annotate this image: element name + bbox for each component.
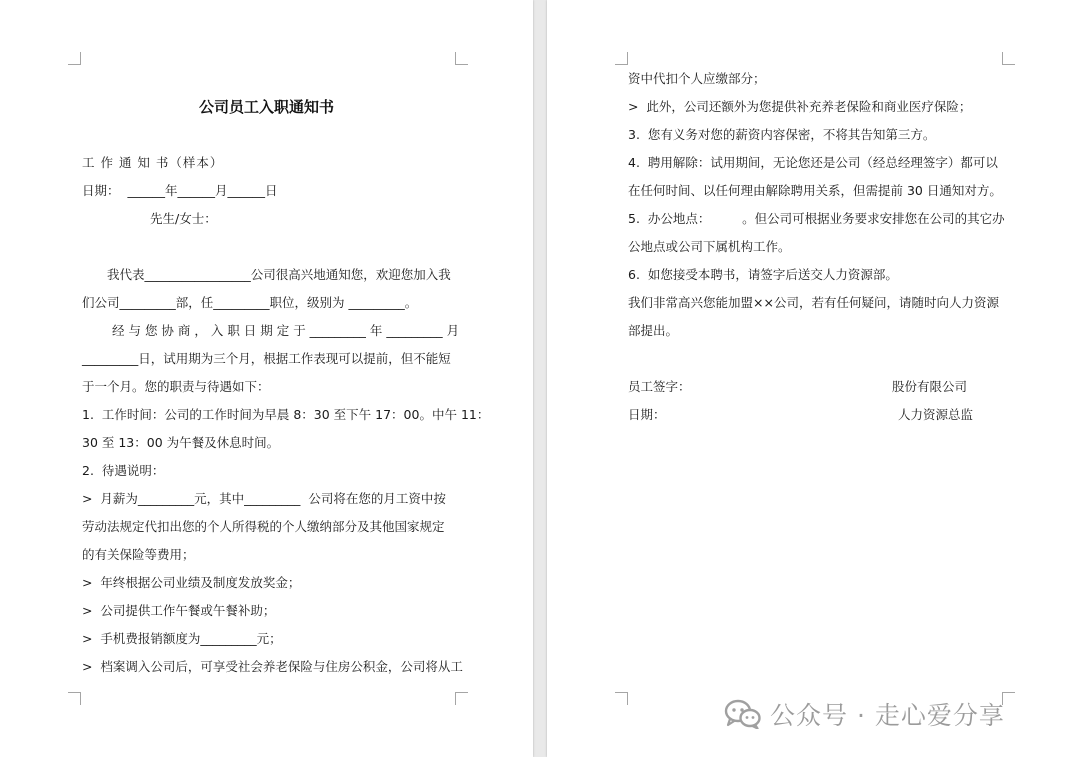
signature-company: 股份有限公司 — [892, 379, 968, 394]
text-line: 6. 如您接受本聘书，请签字后送交人力资源部。 — [628, 267, 898, 282]
text-line: 资中代扣个人应缴部分； — [628, 71, 766, 86]
signature-hr-director: 人力资源总监 — [898, 407, 974, 422]
signature-label-employee: 员工签字： — [628, 379, 691, 394]
text-line: 们公司_________部，任_________职位，级别为 _________。 — [82, 295, 418, 310]
document-title: 公司员工入职通知书 — [198, 98, 334, 116]
text-line: > 手机费报销额度为_________元； — [82, 631, 282, 646]
wechat-icon — [724, 699, 762, 729]
text-line: 2. 待遇说明： — [82, 463, 165, 478]
text-line: > 此外，公司还额外为您提供补充养老保险和商业医疗保险； — [628, 99, 972, 114]
text-line: 于一个月。您的职责与待遇如下： — [82, 379, 270, 394]
margin-corner-bottom-left — [615, 692, 628, 705]
text-line: > 年终根据公司业绩及制度发放奖金； — [82, 575, 301, 590]
margin-corner-top-left — [68, 52, 81, 65]
text-line: 部提出。 — [628, 323, 679, 338]
text-line: 先生/女士： — [150, 211, 217, 226]
text-line: 我代表_________________公司很高兴地通知您，欢迎您加入我 — [107, 267, 451, 282]
watermark — [724, 697, 1005, 731]
text-line: 30 至 13：00 为午餐及休息时间。 — [82, 435, 280, 450]
margin-corner-top-right — [1002, 52, 1015, 65]
text-line: 3. 您有义务对您的薪资内容保密，不将其告知第三方。 — [628, 127, 936, 142]
text-line: 公地点或公司下属机构工作。 — [628, 239, 791, 254]
text-line: > 档案调入公司后，可享受社会养老保险与住房公积金，公司将从工 — [82, 659, 463, 674]
text-line: 4. 聘用解除：试用期间，无论您还是公司（经总经理签字）都可以 — [628, 155, 998, 170]
margin-corner-bottom-left — [68, 692, 81, 705]
text-line: 1. 工作时间：公司的工作时间为早晨 8：30 至下午 17：00。中午 11： — [82, 407, 490, 422]
text-line: 劳动法规定代扣出您的个人所得税的个人缴纳部分及其他国家规定 — [82, 519, 445, 534]
text-line: 日期： ______年______月______日 — [82, 183, 278, 198]
text-line: 工 作 通 知 书（样本） — [82, 155, 224, 170]
text-line: 经 与 您 协 商 ， 入 职 日 期 定 于 _________ 年 _________ 月 — [112, 323, 460, 338]
text-line: > 公司提供工作午餐或午餐补助； — [82, 603, 276, 618]
document-page-1 — [0, 0, 533, 757]
text-line: 的有关保险等费用； — [82, 547, 195, 562]
text-line: 我们非常高兴您能加盟××公司，若有任何疑问，请随时向人力资源 — [628, 295, 999, 310]
margin-corner-top-left — [615, 52, 628, 65]
text-line: 在任何时间、以任何理由解除聘用关系，但需提前 30 日通知对方。 — [628, 183, 1002, 198]
watermark-text: 公众号 · 走心爱分享 — [770, 701, 1005, 730]
text-line: > 月薪为_________元，其中_________ 公司将在您的月工资中按 — [82, 491, 446, 506]
text-line: 5. 办公地点： 。但公司可根据业务要求安排您在公司的其它办 — [628, 211, 1005, 226]
text-line: _________日，试用期为三个月，根据工作表现可以提前，但不能短 — [82, 351, 451, 366]
signature-label-date: 日期： — [628, 407, 666, 422]
margin-corner-bottom-right — [455, 692, 468, 705]
document-page-2 — [547, 0, 1080, 757]
margin-corner-top-right — [455, 52, 468, 65]
